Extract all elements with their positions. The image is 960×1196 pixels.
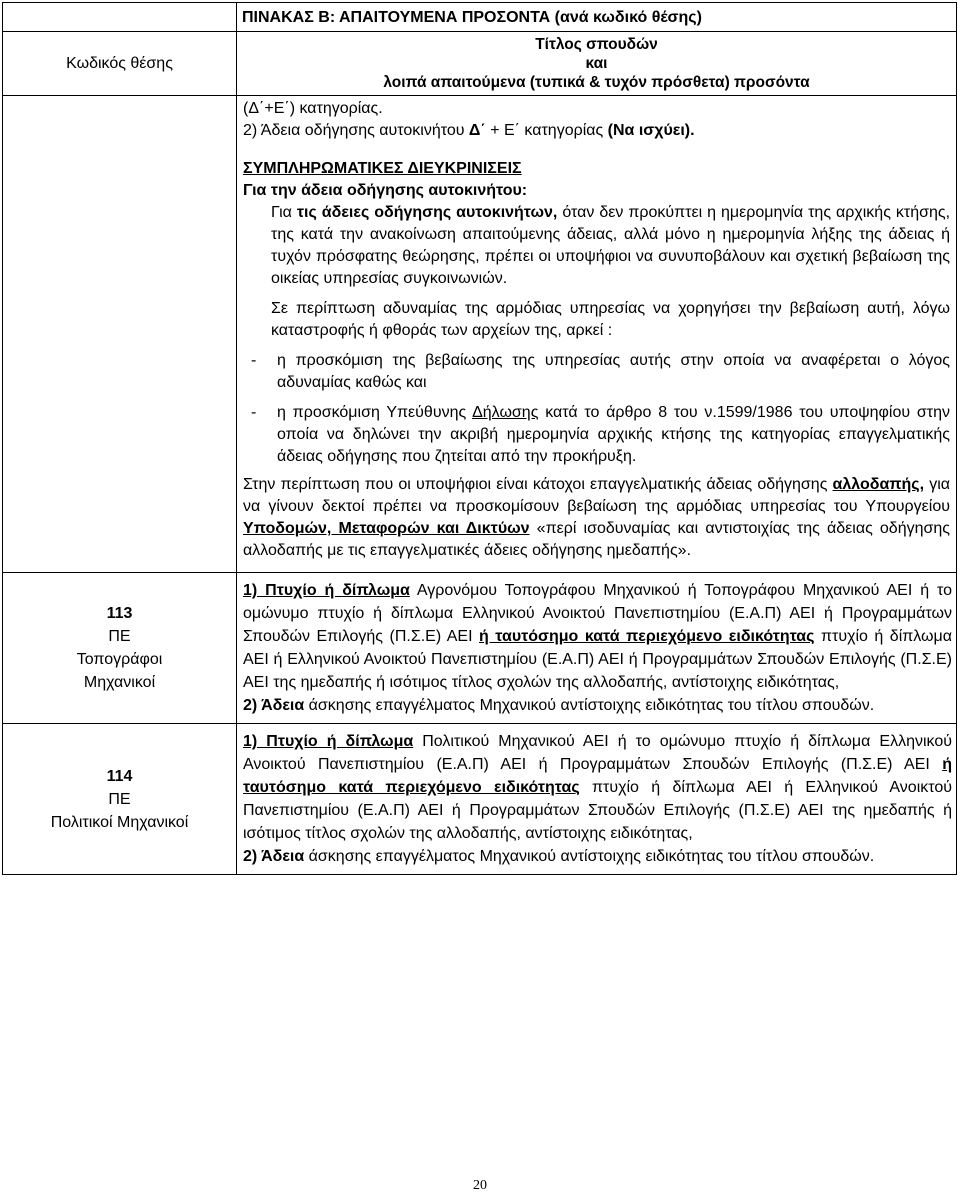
p3-text: για να γίνουν δεκτοί πρέπει να προσκομίσουν βεβαίωση της αρμόδιας υπηρεσίας του Υπουργείου [243,476,951,515]
position-category: ΠΕ [108,790,131,808]
bullet-text: η προσκόμιση της βεβαίωσης της υπηρεσίας αυτής στην οποία να αναφέρεται ο λόγος αδυναμίας καθώς και [277,352,950,391]
position-code: 113 [106,605,133,622]
b2-declaration: Δήλωσης [472,404,539,421]
qualification-2 [243,694,952,717]
table-title: ΠΙΝΑΚΑΣ Β: ΑΠΑΙΤΟΥΜΕΝΑ ΠΡΟΣΟΝΤΑ (ανά κωδικό θέσης) [237,3,957,32]
degree-text-2: πτυχίο ή δίπλωμα ΑΕΙ ή Ελληνικού Ανοικτού Πανεπιστημίου (Ε.Α.Π) ΑΕΙ ή Προγραμμάτων Σπουδών Επιλογής (Π.Σ.Ε) ΑΕΙ της ημεδαπής ή ισότιμος τίτλος σχολών της αλλοδαπής, αντίστοιχης ειδικότητας, [243,779,952,842]
license-cat-e: + Ε΄ κατηγορίας [485,122,608,139]
continuation-line1: (Δ΄+Ε΄) κατηγορίας. [243,100,383,117]
degree-label: 1) Πτυχίο ή δίπλωμα [243,582,410,599]
degree-equivalent: ή ταυτόσημο κατά περιεχόμενο ειδικότητας [479,628,815,645]
p3-ministry: Υποδομών, Μεταφορών και Δικτύων [243,520,530,537]
license-cat-d: Δ΄ [468,122,486,139]
p3-suffix: «περί ισοδυναμίας και αντιστοιχίας της άδειας οδήγησης αλλοδαπής με τις επαγγελματικές άδειες οδήγησης ημεδαπής». [243,520,950,559]
b2-text: κατά το άρθρο 8 του ν.1599/1986 του υποψηφίου στην οποία να δηλώνει την ακριβή ημερομηνία αρχικής κτήσης της κατηγορίας επαγγελματικής άδειας οδήγησης που ζητείται από την προκήρυξη. [277,404,951,465]
license-label: 2) Άδεια [243,697,305,714]
continuation-code-cell [3,96,237,573]
header-title-line3: λοιπά απαιτούμενα (τυπικά & τυχόν πρόσθετα) προσόντα [383,74,810,91]
license-label: 2) Άδεια [243,122,301,139]
p1-prefix: Για [271,204,297,221]
bullet-dash: - [251,352,257,369]
license-text: άσκησης επαγγέλματος Μηχανικού αντίστοιχης ειδικότητας του τίτλου σπουδών. [304,697,875,714]
bullet-text [277,402,950,468]
position-name: Τοπογράφοι [76,651,163,668]
p1-text: όταν δεν προκύπτει η ημερομηνία της αρχικής κτήσης, της κατά την ανακοίνωση απαιτούμενης άδειας, αλλά μόνο η ημερομηνία λήξης της άδειας ή τυχόν πρόσφατης θεώρησης, πρέπει οι υποψήφιοι να συνυποβάλουν και σχετική βεβαίωση της οικείας υπηρεσίας συγκοινωνιών. [271,204,951,287]
qualification-1 [243,730,952,845]
license-text: άσκησης επαγγέλματος Μηχανικού αντίστοιχης ειδικότητας του τίτλου σπουδών. [304,848,875,865]
p3-prefix: Στην περίπτωση που οι υποψήφιοι είναι κάτοχοι επαγγελματικής άδειας οδήγησης [243,476,833,493]
table-row [3,724,957,875]
continuation-line2 [243,120,950,142]
qualifications-cell [237,573,957,724]
clarifications-paragraph-2: Σε περίπτωση αδυναμίας της αρμόδιας υπηρεσίας να χορηγήσει την βεβαίωση αυτή, λόγω καταστροφής ή φθοράς των αρχείων της, αρκεί : [271,300,950,339]
p1-bold: τις άδειες οδήγησης αυτοκινήτων, [296,204,558,221]
continuation-row [3,96,957,573]
clarifications-heading: ΣΥΜΠΛΗΡΩΜΑΤΙΚΕΣ ΔΙΕΥΚΡΙΝΙΣΕΙΣ [243,160,522,177]
position-code: 114 [106,767,133,785]
degree-label: 1) Πτυχίο ή δίπλωμα [243,733,414,750]
clarifications-paragraph-1 [243,202,950,290]
bullet-item-1 [243,350,950,394]
header-code: Κωδικός θέσης [3,32,237,96]
position-category: ΠΕ [108,628,131,645]
degree-text: Αγρονόμου Τοπογράφου Μηχανικού ή Τοπογράφου Μηχανικού ΑΕΙ ή το ομώνυμο πτυχίο ή δίπλωμα Ελληνικού Ανοικτού Πανεπιστημίου (Ε.Α.Π) ΑΕΙ ή Προγραμμάτων Σπουδών Επιλογής (Π.Σ.Ε) ΑΕΙ [243,582,953,645]
header-title [237,32,957,96]
position-code-cell [3,724,237,875]
b2-prefix: η προσκόμιση Υπεύθυνης [277,404,473,421]
table-row [3,573,957,724]
title-left-blank [3,3,237,32]
license-text: οδήγησης αυτοκινήτου [300,122,469,139]
table-title-row [3,3,957,32]
bullet-item-2 [243,402,950,468]
position-code-cell [3,573,237,724]
p3-foreign: αλλοδαπής, [832,476,925,493]
position-name: Πολιτικοί Μηχανικοί [50,813,189,831]
degree-equivalent: ή ταυτόσημο κατά περιεχόμενο ειδικότητας [243,756,952,796]
qualifications-cell [237,724,957,875]
license-validity: (Να ισχύει). [607,122,695,139]
bullet-dash: - [251,404,257,421]
header-title-line2: και [585,55,608,72]
degree-text: Πολιτικού Μηχανικού ΑΕΙ ή το ομώνυμο πτυχίο ή δίπλωμα Ελληνικού Ανοικτού Πανεπιστημίου (Ε.Α.Π) ΑΕΙ ή Προγραμμάτων Σπουδών Επιλογής (Π.Σ.Ε) ΑΕΙ [243,733,952,773]
position-name-2: Μηχανικοί [83,674,156,691]
clarifications-subheading: Για την άδεια οδήγησης αυτοκινήτου: [243,182,528,199]
qualifications-table [2,2,957,875]
degree-text-2: πτυχίο ή δίπλωμα ΑΕΙ ή Ελληνικού Ανοικτού Πανεπιστημίου (Ε.Α.Π) ΑΕΙ ή Προγραμμάτων Σπουδών Επιλογής (Π.Σ.Ε) ΑΕΙ της ημεδαπής ή ισότιμος τίτλος σχολών της αλλοδαπής, αντίστοιχης ειδικότητας, [243,628,953,691]
qualification-2 [243,845,952,868]
continuation-cell [237,96,957,573]
header-row [3,32,957,96]
clarifications-paragraph-3 [243,474,950,562]
qualification-1 [243,579,952,694]
header-title-line1: Τίτλος σπουδών [535,36,658,53]
license-label: 2) Άδεια [243,848,305,865]
page-number: 20 [473,1178,487,1193]
